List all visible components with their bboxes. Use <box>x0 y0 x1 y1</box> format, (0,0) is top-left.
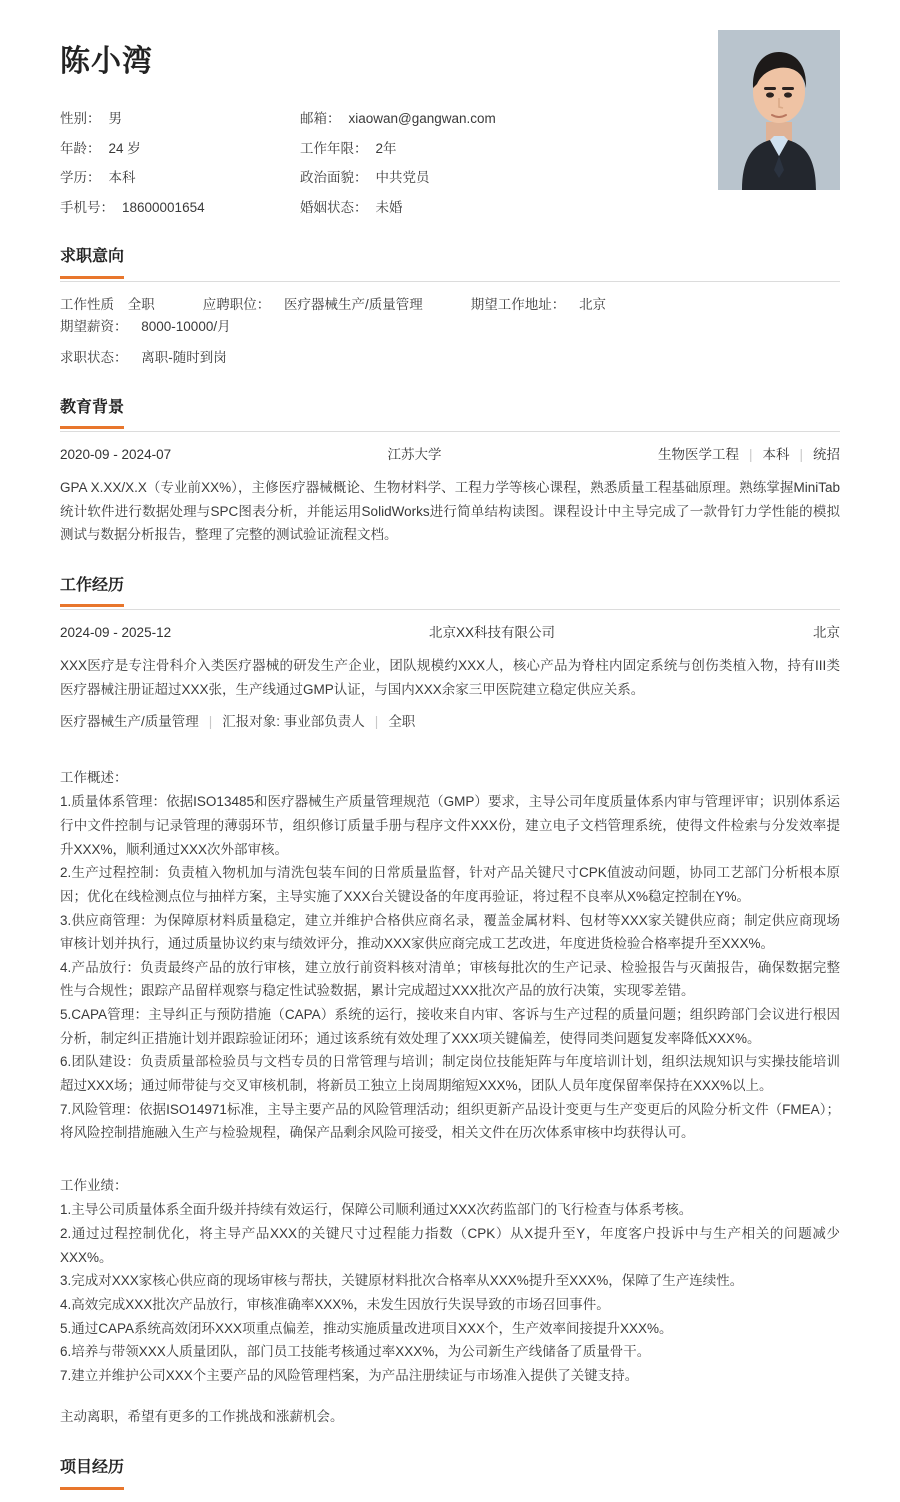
info-value: 24 岁 <box>108 140 141 156</box>
work-overview-label: 工作概述： <box>60 769 128 785</box>
list-item: 1.质量体系管理：依据ISO13485和医疗器械生产质量管理规范（GMP）要求，主导公司年度质量体系内审与管理评审；识别体系运行中文件控制与记录管理的薄弱环节，组织修订质量手册与程序文件XXX份，建立电子文档管理系统，使得文件检索与分发效率提升XXX%，顺利通过XXX次外部审核。 <box>60 794 840 857</box>
list-item: 5.通过CAPA系统高效闭环XXX项重点偏差，推动实施质量改进项目XXX个，生产效率间接提升XXX%。 <box>60 1320 673 1336</box>
intent-item-salary <box>60 316 231 338</box>
info-label: 学历： <box>60 170 101 186</box>
work-date: 2024-09 - 2025-12 <box>60 625 172 641</box>
work-position: 医疗器械生产/质量管理 <box>60 714 199 730</box>
section-work-experience <box>60 573 840 1429</box>
info-value: 中共党员 <box>375 170 430 186</box>
spacer <box>60 1151 840 1163</box>
info-label: 婚姻状态： <box>300 199 368 215</box>
intent-item-status <box>60 347 227 369</box>
education-level: 本科 <box>762 447 790 463</box>
info-item-political-status <box>300 167 718 189</box>
intent-item-nature <box>60 294 155 316</box>
resume-header <box>60 30 840 218</box>
avatar-illustration <box>718 30 840 190</box>
intent-label: 工作性质 <box>60 296 114 312</box>
header-left <box>60 30 718 218</box>
intent-label: 应聘职位： <box>202 296 271 312</box>
intent-value: 医疗器械生产/质量管理 <box>284 296 423 312</box>
info-label: 性别： <box>60 111 101 126</box>
list-item: 2.生产过程控制：负责植入物机加与清洗包装车间的日常质量监督，针对产品关键尺寸CPK值波动问题，协同工艺部门分析根本原因；优化在线检测点位与抽样方案，主导实施了XXX台关键设备的年度再验证，将过程不良率从X%稳定控制在Y%。 <box>60 865 840 904</box>
job-intent-row-2 <box>60 347 840 369</box>
info-value: 本科 <box>108 170 136 186</box>
education-description: GPA X.XX/X.X（专业前XX%），主修医疗器械概论、生物材料学、工程力学等核心课程，熟悉质量工程基础原理。熟练掌握MiniTab统计软件进行数据处理与SPC图表分析，并能运用SolidWorks进行简单结构读图。课程设计中主导完成了一款骨钉力学性能的模拟测试与数据分析报告，整理了完整的测试验证流程文档。 <box>60 479 840 543</box>
divider-dot: | <box>374 714 379 730</box>
info-label: 手机号： <box>60 199 114 215</box>
work-company: 北京XX科技有限公司 <box>429 625 556 641</box>
info-label: 工作年限： <box>300 140 368 156</box>
work-company-description: XXX医疗是专注骨科介入类医疗器械的研发生产企业，团队规模约XXX人，核心产品为脊柱内固定系统与创伤类植入物，持有III类医疗器械注册证超过XXX张，生产线通过GMP认证，与国内XXX余家三甲医院建立稳定供应关系。 <box>60 658 840 697</box>
intent-item-position <box>203 294 423 316</box>
work-location: 北京 <box>813 625 840 641</box>
work-nature: 全职 <box>388 714 416 730</box>
avatar <box>718 30 840 190</box>
list-item: 7.风险管理：依据ISO14971标准，主导主要产品的风险管理活动；组织更新产品设计变更与生产变更后的风险分析文件（FMEA）；将风险控制措施融入生产与检验规程，确保产品剩余风险可接受，相关文件在历次体系审核中均获得认可。 <box>60 1101 840 1141</box>
work-entry-header <box>60 622 840 644</box>
divider-dot: | <box>208 714 213 730</box>
info-item-gender <box>60 108 300 130</box>
intent-value: 离职-随时到岗 <box>141 350 227 366</box>
education-entry-header <box>60 444 840 466</box>
section-divider <box>60 281 840 282</box>
info-item-experience-years <box>300 138 718 160</box>
education-date: 2020-09 - 2024-07 <box>60 447 172 463</box>
education-degree-group <box>658 444 840 466</box>
work-achievement-label: 工作业绩： <box>60 1177 128 1193</box>
section-education <box>60 395 840 547</box>
section-divider <box>60 609 840 610</box>
spacer <box>60 1393 840 1405</box>
list-item: 2.通过过程控制优化，将主导产品XXX的关键尺寸过程能力指数（CPK）从X提升至Y，年度客户投诉中与生产相关的问题减少XXX%。 <box>60 1226 840 1265</box>
intent-label: 期望工作地址： <box>470 296 566 312</box>
info-value: 2年 <box>375 140 397 156</box>
info-label: 政治面貌： <box>300 170 368 186</box>
divider-dot: | <box>748 447 753 463</box>
info-item-marital-status <box>300 197 718 219</box>
section-title-job-intent: 求职意向 <box>60 244 124 279</box>
info-value: xiaowan@gangwan.com <box>348 111 496 126</box>
list-item: 1.主导公司质量体系全面升级并持续有效运行，保障公司顺利通过XXX次药监部门的飞行检查与体系考核。 <box>60 1202 693 1218</box>
section-divider <box>60 431 840 432</box>
intent-value: 8000-10000/月 <box>141 318 231 334</box>
personal-info-grid <box>60 108 718 218</box>
work-overview-list <box>60 790 840 1144</box>
education-school: 江苏大学 <box>387 447 442 463</box>
list-item: 6.团队建设：负责质量部检验员与文档专员的日常管理与培训；制定岗位技能矩阵与年度培训计划，组织法规知识与实操技能培训超过XXX场；通过师带徒与交叉审核机制，将新员工独立上岗周期缩短XXX%，团队人员年度保留率保持在XXX%以上。 <box>60 1054 840 1093</box>
intent-value: 北京 <box>579 296 607 312</box>
intent-label: 求职状态： <box>60 350 128 366</box>
info-label: 邮箱： <box>300 111 341 126</box>
list-item: 3.完成对XXX家核心供应商的现场审核与帮扶，关键原材料批次合格率从XXX%提升至XXX%，保障了生产连续性。 <box>60 1273 744 1289</box>
work-achievement-list <box>60 1198 840 1387</box>
info-item-education-level <box>60 167 300 189</box>
list-item: 3.供应商管理：为保障原材料质量稳定，建立并维护合格供应商名录，覆盖金属材料、包材等XXX家关键供应商；制定供应商现场审核计划并执行，通过质量协议约束与绩效评分，推动XXX家供应商完成工艺改进，年度进货检验合格率提升至XXX%。 <box>60 912 840 952</box>
spacer <box>60 743 840 755</box>
info-value: 未婚 <box>375 199 403 215</box>
list-item: 4.高效完成XXX批次产品放行，审核准确率XXX%，未发生因放行失误导致的市场召回事件。 <box>60 1296 610 1312</box>
work-leave-reason: 主动离职，希望有更多的工作挑战和涨薪机会。 <box>60 1409 344 1425</box>
intent-value: 全职 <box>127 296 155 312</box>
section-title-education: 教育背景 <box>60 395 124 430</box>
job-intent-row-1 <box>60 294 840 337</box>
info-item-email <box>300 108 718 130</box>
divider-dot: | <box>799 447 803 463</box>
intent-label: 期望薪资： <box>60 318 128 334</box>
page-title: 陈小湾 <box>60 45 153 78</box>
list-item: 5.CAPA管理：主导纠正与预防措施（CAPA）系统的运行，接收来自内审、客诉与生产过程的质量问题；组织跨部门会议进行根因分析，制定纠正措施计划并跟踪验证闭环；通过该系统有效处理了XXX项关键偏差，使得同类问题复发率降低XXX%。 <box>60 1007 840 1046</box>
section-project-experience <box>60 1455 840 1492</box>
info-label: 年龄： <box>60 140 101 156</box>
section-title-project: 项目经历 <box>60 1455 124 1490</box>
info-value: 男 <box>108 111 122 126</box>
info-value: 18600001654 <box>122 199 205 215</box>
work-meta-line <box>60 711 840 733</box>
section-job-intent <box>60 244 840 368</box>
education-admission: 统招 <box>813 447 840 463</box>
work-report-to: 汇报对象: 事业部负责人 <box>222 714 365 730</box>
info-item-age <box>60 138 300 160</box>
info-item-phone <box>60 197 300 219</box>
list-item: 4.产品放行：负责最终产品的放行审核，建立放行前资料核对清单；审核每批次的生产记录、检验报告与灭菌报告，确保数据完整性与合规性；跟踪产品留样观察与稳定性试验数据，累计完成超过XXX批次产品的放行决策，实现零差错。 <box>60 959 840 999</box>
section-title-work: 工作经历 <box>60 573 124 608</box>
education-major: 生物医学工程 <box>657 447 739 463</box>
intent-item-location <box>471 294 606 316</box>
list-item: 7.建立并维护公司XXX个主要产品的风险管理档案，为产品注册续证与市场准入提供了关键支持。 <box>60 1367 639 1383</box>
list-item: 6.培养与带领XXX人质量团队，部门员工技能考核通过率XXX%，为公司新生产线储备了质量骨干。 <box>60 1344 651 1360</box>
